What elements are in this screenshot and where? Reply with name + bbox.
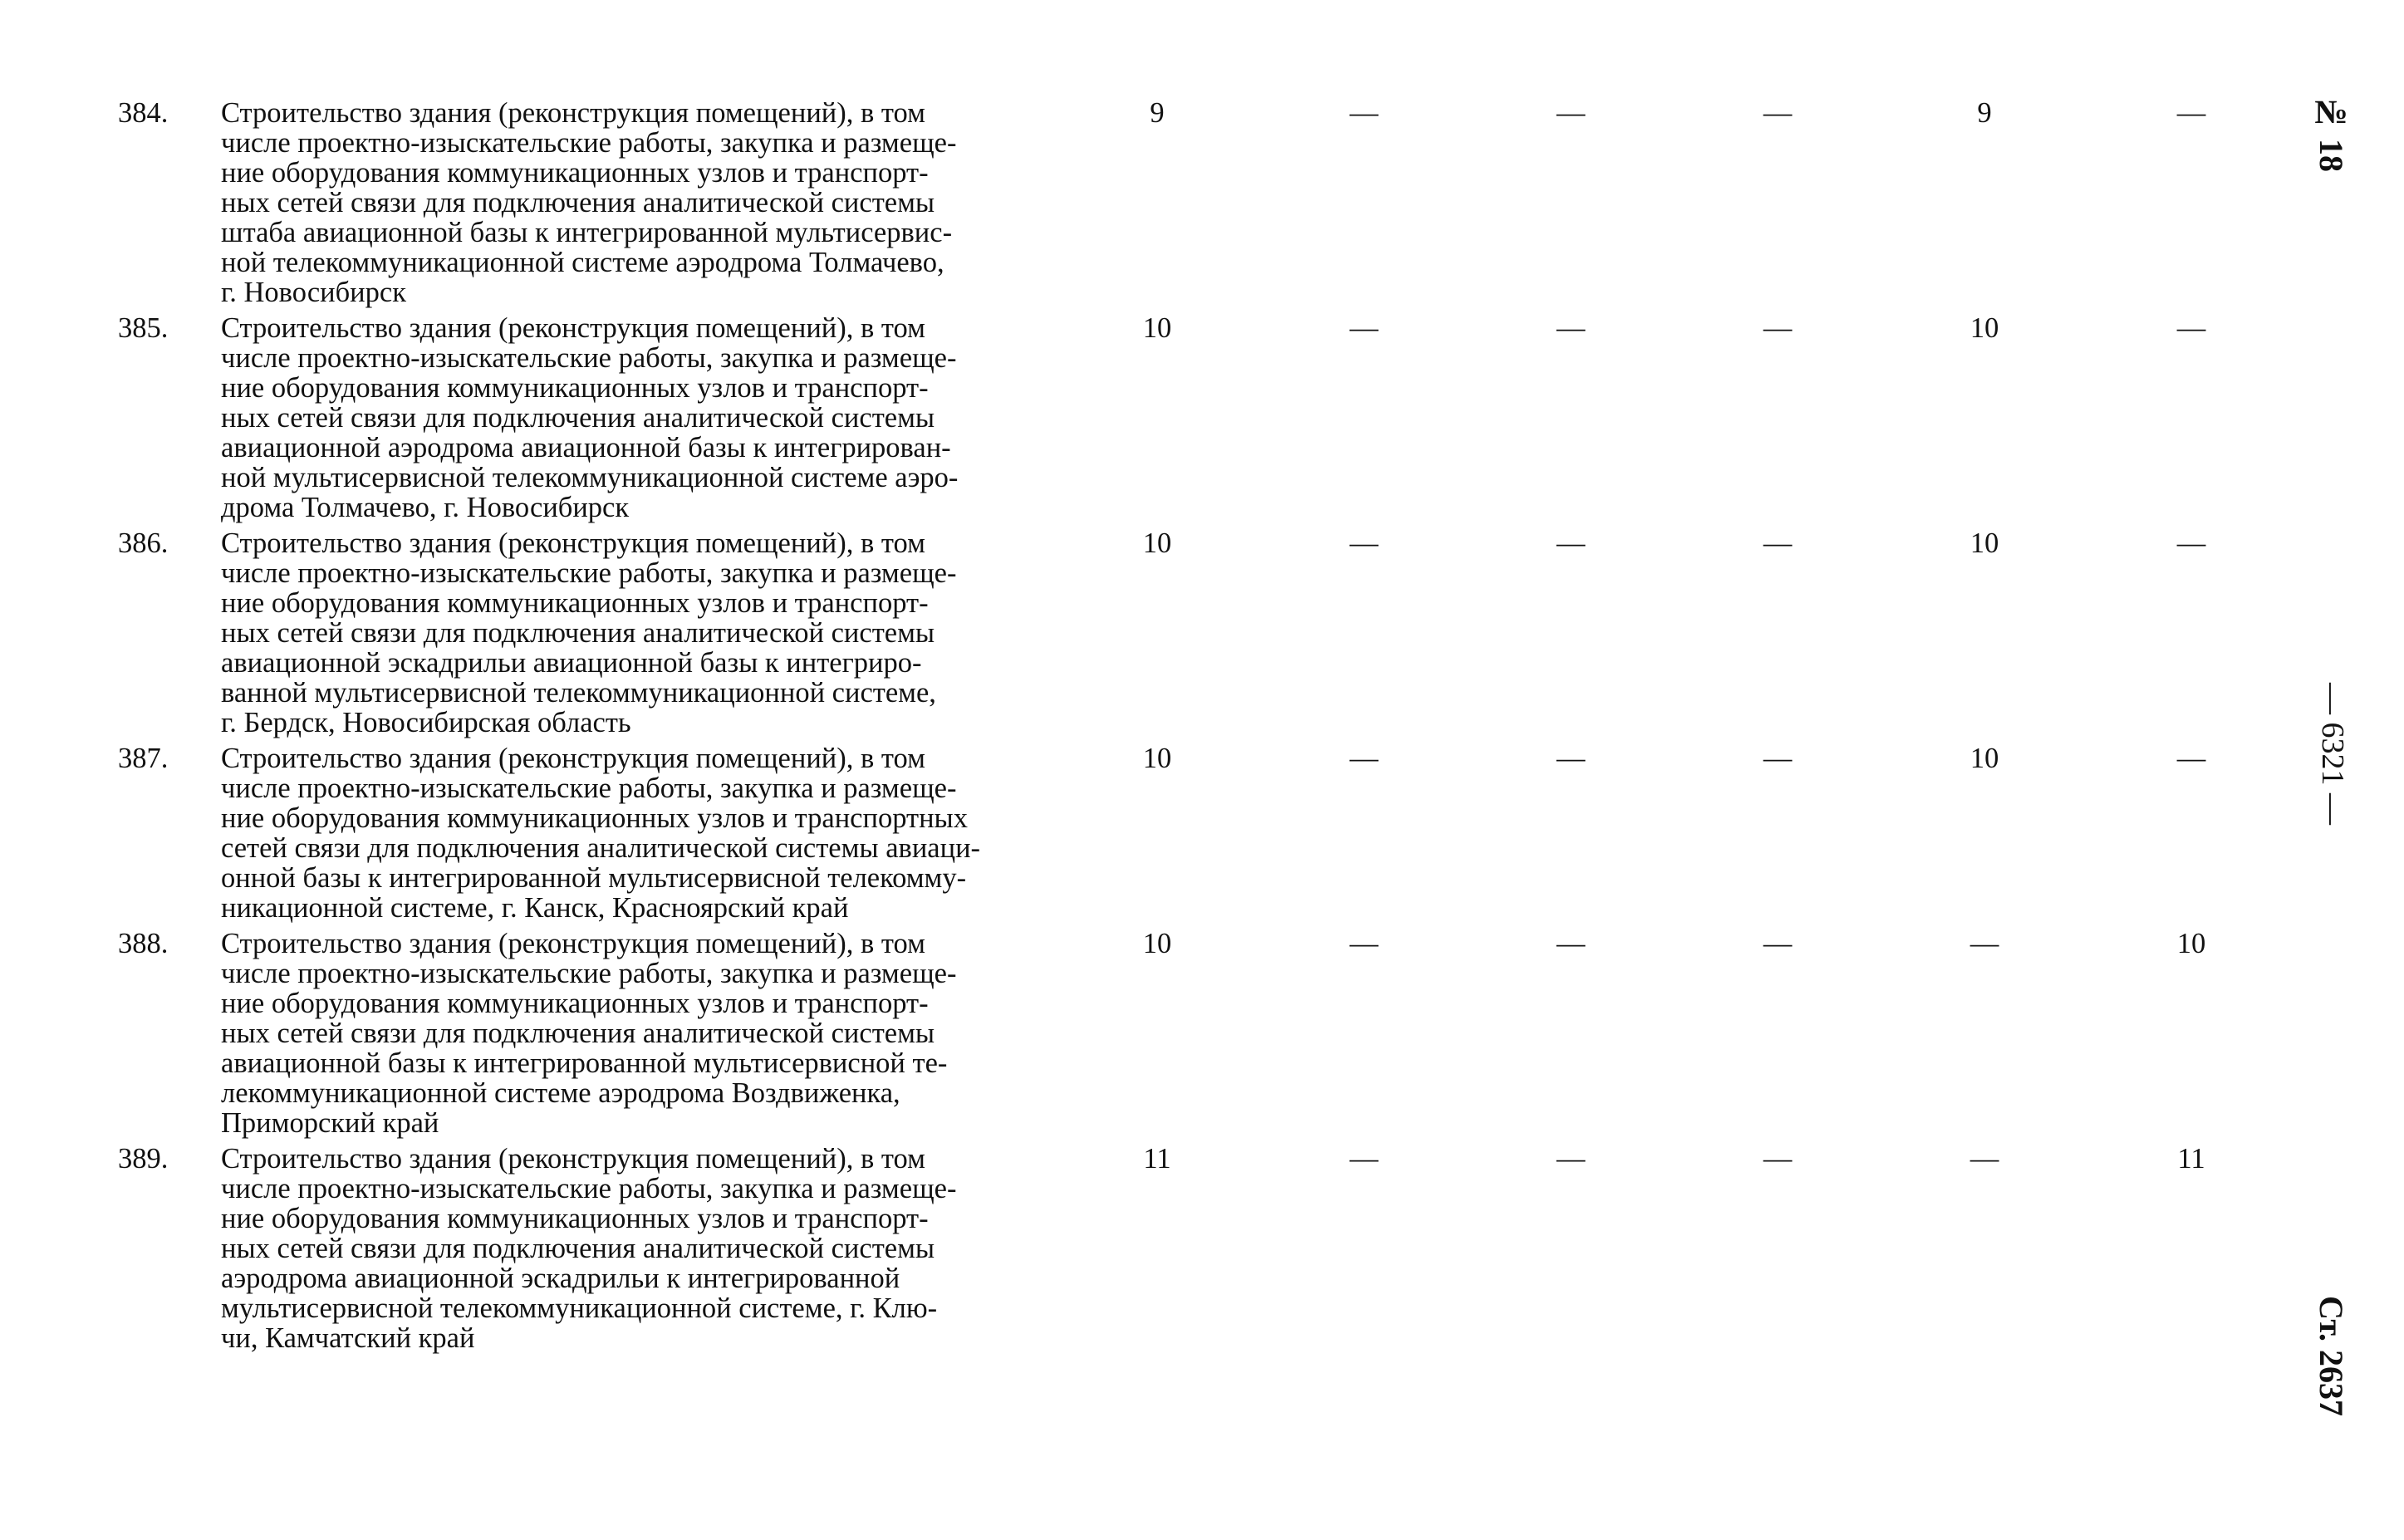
description-line: числе проектно-изыскательские работы, закупка и размеще- [221, 557, 957, 589]
value-cell-col5: 9 [1977, 97, 1992, 129]
value-cell-col5: 10 [1970, 527, 1999, 559]
value-cell-total: 11 [1143, 1143, 1171, 1175]
description-line: ние оборудования коммуникационных узлов и транспортных [221, 802, 968, 834]
value-cell-col6: — [2176, 97, 2206, 129]
row-description [221, 528, 1032, 738]
value-cell-col3: — [1556, 97, 1586, 129]
description-line: Строительство здания (реконструкция помещений), в том [221, 1143, 925, 1175]
row-description [221, 743, 1032, 923]
description-line: аэродрома авиационной эскадрильи к интегрированной [221, 1263, 900, 1294]
description-line: ных сетей связи для подключения аналитической системы [221, 1018, 935, 1049]
description-line: Приморский край [221, 1107, 439, 1139]
value-cell-col2: — [1349, 928, 1379, 959]
description-line: числе проектно-изыскательские работы, закупка и размеще- [221, 958, 957, 989]
value-cell-col5: — [1970, 928, 1999, 959]
description-line: ных сетей связи для подключения аналитической системы [221, 617, 935, 649]
row-number: 389. [118, 1143, 169, 1175]
description-line: числе проектно-изыскательские работы, закупка и размеще- [221, 342, 957, 374]
description-line: никационной системе, г. Канск, Красноярский край [221, 892, 849, 924]
description-line: штаба авиационной базы к интегрированной мультисервис- [221, 217, 953, 248]
value-cell-col4: — [1763, 527, 1793, 559]
value-cell-col3: — [1556, 1143, 1586, 1175]
value-cell-total: 10 [1142, 527, 1172, 559]
description-line: ной мультисервисной телекоммуникационной системе аэро- [221, 462, 959, 493]
value-cell-col4: — [1763, 97, 1793, 129]
description-line: г. Бердск, Новосибирская область [221, 707, 631, 738]
value-cell-col6: — [2176, 743, 2206, 774]
article-number: Ст. 2637 [2313, 1296, 2350, 1416]
value-cell-col3: — [1556, 743, 1586, 774]
description-line: авиационной эскадрильи авиационной базы к интегриро- [221, 647, 922, 679]
value-cell-col2: — [1349, 743, 1379, 774]
row-number: 385. [118, 312, 169, 344]
value-cell-col3: — [1556, 312, 1586, 344]
value-cell-total: 10 [1142, 928, 1172, 959]
value-cell-col3: — [1556, 928, 1586, 959]
value-cell-col5: — [1970, 1143, 1999, 1175]
row-number: 387. [118, 743, 169, 774]
description-line: ных сетей связи для подключения аналитической системы [221, 187, 935, 218]
value-cell-total: 10 [1142, 743, 1172, 774]
issue-number: № 18 [2313, 93, 2350, 172]
value-cell-col4: — [1763, 743, 1793, 774]
description-line: числе проектно-изыскательские работы, закупка и размеще- [221, 127, 957, 159]
description-line: чи, Камчатский край [221, 1322, 475, 1354]
value-cell-col3: — [1556, 527, 1586, 559]
row-number: 388. [118, 928, 169, 959]
value-cell-col6: — [2176, 312, 2206, 344]
row-number: 386. [118, 527, 169, 559]
description-line: ние оборудования коммуникационных узлов и транспорт- [221, 157, 929, 189]
row-description [221, 1144, 1032, 1353]
description-line: авиационной аэродрома авиационной базы к интегрирован- [221, 432, 951, 463]
value-cell-col6: 11 [2177, 1143, 2205, 1175]
description-line: Строительство здания (реконструкция помещений), в том [221, 743, 925, 774]
row-description [221, 98, 1032, 307]
value-cell-col2: — [1349, 312, 1379, 344]
row-description [221, 313, 1032, 522]
description-line: г. Новосибирск [221, 277, 406, 308]
value-cell-col4: — [1763, 928, 1793, 959]
description-line: Строительство здания (реконструкция помещений), в том [221, 312, 925, 344]
description-line: мультисервисной телекоммуникационной системе, г. Клю- [221, 1292, 938, 1324]
description-line: дрома Толмачево, г. Новосибирск [221, 492, 630, 523]
value-cell-col6: 10 [2176, 928, 2206, 959]
description-line: числе проектно-изыскательские работы, закупка и размеще- [221, 1173, 957, 1204]
description-line: лекоммуникационной системе аэродрома Воздвиженка, [221, 1077, 900, 1109]
value-cell-col2: — [1349, 527, 1379, 559]
description-line: числе проектно-изыскательские работы, закупка и размеще- [221, 772, 957, 804]
value-cell-col2: — [1349, 97, 1379, 129]
value-cell-col5: 10 [1970, 743, 1999, 774]
description-line: сетей связи для подключения аналитической системы авиаци- [221, 832, 981, 864]
description-line: ние оборудования коммуникационных узлов и транспорт- [221, 587, 929, 619]
description-line: ние оборудования коммуникационных узлов и транспорт- [221, 372, 929, 404]
row-description [221, 929, 1032, 1138]
value-cell-col5: 10 [1970, 312, 1999, 344]
description-line: ние оборудования коммуникационных узлов и транспорт- [221, 1203, 929, 1234]
value-cell-col2: — [1349, 1143, 1379, 1175]
value-cell-col6: — [2176, 527, 2206, 559]
value-cell-total: 10 [1142, 312, 1172, 344]
page-number: — 6321 — [2315, 683, 2350, 825]
description-line: ванной мультисервисной телекоммуникационной системе, [221, 677, 936, 709]
description-line: ной телекоммуникационной системе аэродрома Толмачево, [221, 247, 944, 278]
description-line: ных сетей связи для подключения аналитической системы [221, 402, 935, 434]
description-line: ние оборудования коммуникационных узлов и транспорт- [221, 988, 929, 1019]
value-cell-col4: — [1763, 312, 1793, 344]
description-line: ных сетей связи для подключения аналитической системы [221, 1233, 935, 1264]
description-line: онной базы к интегрированной мультисервисной телекомму- [221, 862, 967, 894]
value-cell-total: 9 [1150, 97, 1165, 129]
description-line: Строительство здания (реконструкция помещений), в том [221, 928, 925, 959]
description-line: Строительство здания (реконструкция помещений), в том [221, 527, 925, 559]
row-number: 384. [118, 97, 169, 129]
description-line: авиационной базы к интегрированной мультисервисной те- [221, 1047, 948, 1079]
description-line: Строительство здания (реконструкция помещений), в том [221, 97, 925, 129]
value-cell-col4: — [1763, 1143, 1793, 1175]
